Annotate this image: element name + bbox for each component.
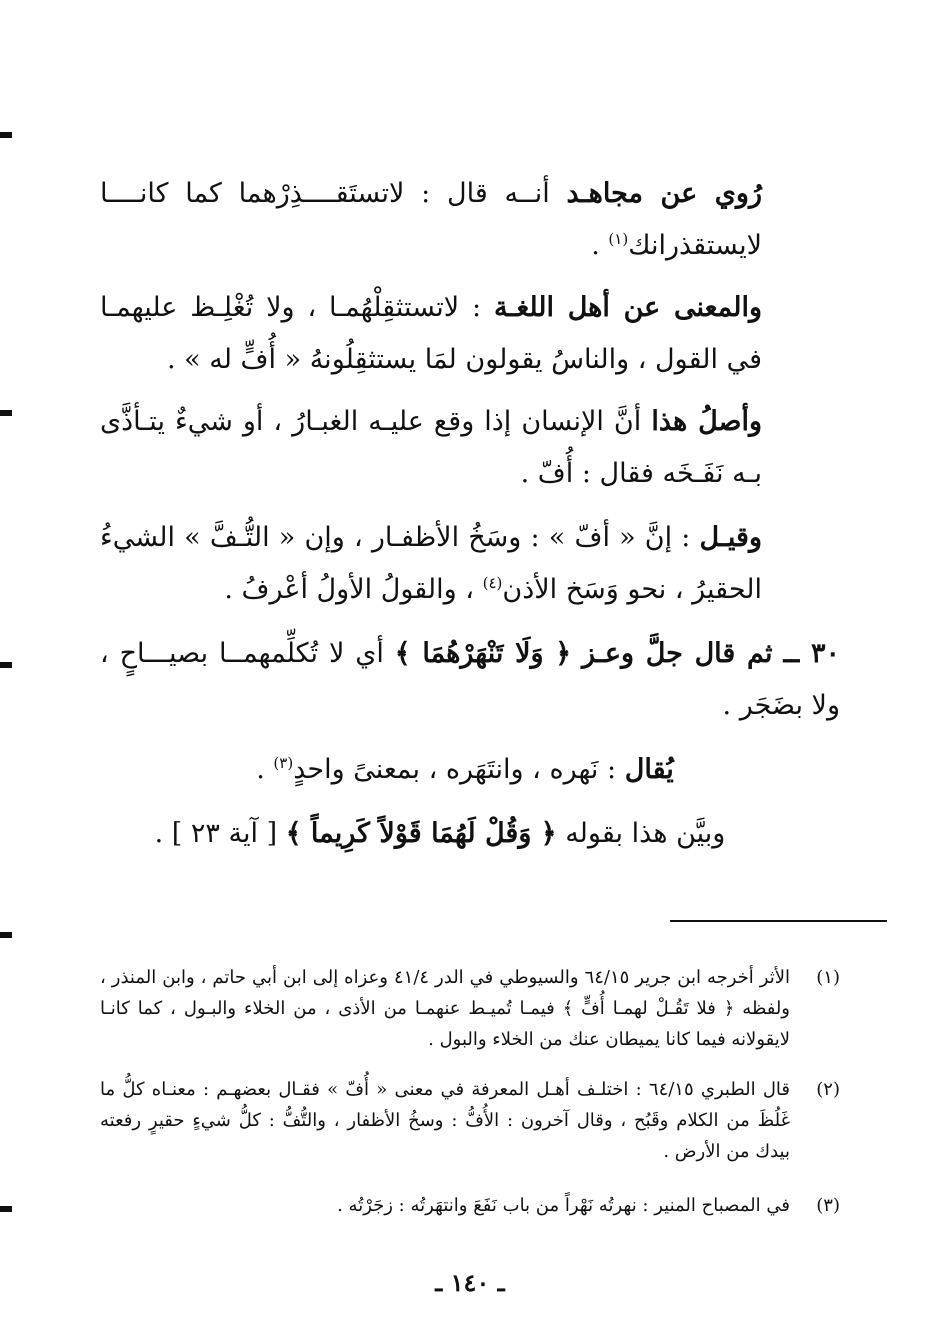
lead-phrase: ثم قال جلَّ وعـز [582,638,773,669]
margin-mark [0,1206,12,1212]
paragraph-mujahid [100,168,762,272]
paragraph-language [100,282,762,386]
paragraph-end: [ آية ٢٣ ] . [154,818,286,849]
paragraph-said [100,512,762,616]
footnote-1 [100,962,840,1055]
footnote-text: في المصباح المنير : نهرتُه نَهْراً من باب نَفَعَ وانتهَرتُه : زجَرْتُه . [337,1195,790,1216]
footnote-text: الأثر أخرجه ابن جرير ٦٤/١٥ والسيوطي في الدر ٤١/٤ وعزاه إلى ابن أبي حاتم ، وابن المنذر ، ولفظه ﴿ فلا تَقُـلْ لهمـا أُفٍّ ﴾ فيمـا تُميـط عنهمـا من الأذى ، من الخلاء والبـول ، كما كانـا لايقولانه فيما كانا يميطان عنك من الخلاء والبول . [100,967,790,1050]
paragraph-text: أنَّ الإنسان إذا وقع عليـه الغبـارُ ، أو شيءٌ يتـأذَّى بـه نَفَـخَه فقال : أُفّ . [100,406,762,489]
footnote-number: (٢) [816,1079,840,1100]
margin-mark [0,132,12,138]
quran-quote: ﴿ وَلَا تَنْهَرْهُمَا ﴾ [394,638,572,669]
paragraph-yuqal [185,744,745,796]
paragraph-origin [100,396,762,500]
lead-phrase: والمعنى عن أهل اللغـة [493,292,762,323]
footnote-ref: (١) [608,230,629,248]
quran-quote: ﴿ وَقُلْ لَهُمَا قَوْلاً كَرِيماً ﴾ [285,818,557,849]
paragraph-verse-30 [100,628,840,732]
footnote-number: (٣) [816,1195,840,1216]
paragraph-end: ، والقولُ الأولُ أعْرفُ . [224,574,483,605]
lead-phrase: وقيـل [699,522,762,553]
margin-mark [0,932,12,938]
lead-phrase: رُوي عن مجاهـد [566,178,762,209]
page-number: ـ ١٤٠ ـ [435,1268,505,1297]
footnote-number: (١) [816,967,840,988]
paragraph-text: : نَهره ، وانتَهَره ، بمعنىً واحدٍ [293,754,625,785]
paragraph-text: : إنَّ « أفّ » : وسَخُ الأظفـار ، وإن « التُّـفَّ » الشيءُ الحقيرُ ، نحو وَسَخ الأذن [100,522,762,605]
paragraph-text: أنــه قال : لاتستَقــــذِرْهما كما كانــــا لايستقذرانك [100,178,762,261]
footnote-ref: (٤) [482,574,503,592]
paragraph-end: . [591,230,609,261]
margin-mark [0,662,12,668]
paragraph-text: وبيَّن هذا بقوله [556,818,726,849]
footnote-text: قال الطبري ٦٤/١٥ : اختلـف أهـل المعرفة في معنى « أُفّ » فقـال بعضهـم : معنـاه كلُّ ما غَلُظَ من الكلام وقَبُح ، وقال آخرون : الأُفُّ : وسخُ الأظفار ، والتُّفُّ : كلُّ شيءٍ حقيرٍ رفعته بيدك من الأرض . [100,1079,790,1162]
footnote-2 [100,1074,840,1167]
verse-number: ٣٠ ــ [783,638,840,669]
paragraph-text: أي لا تُكلِّمهمــا بصيـــاحٍ ، ولا بضَجَر . [100,638,840,721]
paragraph-text: : لاتستثقِلْهُمـا ، ولا تُغْلِـظ عليهمـا في القول ، والناسُ يقولون لمَا يستثقِلُونهُ « أُفٍّ له » . [100,292,762,375]
paragraph-end: . [256,754,274,785]
paragraph-explained [150,808,730,860]
footnote-divider [670,920,887,922]
lead-phrase: يُقال [624,754,674,785]
footnote-3 [100,1190,840,1221]
lead-phrase: وأصلُ هذا [651,406,762,437]
margin-mark [0,410,12,416]
footnote-ref: (٣) [273,754,294,772]
